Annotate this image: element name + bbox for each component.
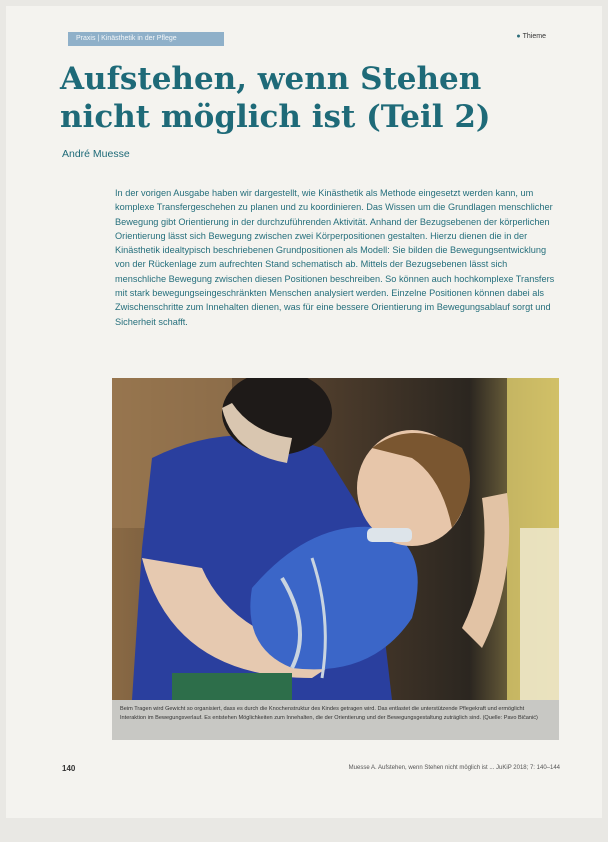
rubric-bar: Praxis | Kinästhetik in der Pflege bbox=[68, 32, 224, 46]
page-number: 140 bbox=[62, 764, 76, 773]
citation-reference: Muesse A. Aufstehen, wenn Stehen nicht möglich ist ... JuKiP 2018; 7: 140–144 bbox=[348, 765, 560, 771]
photo-illustration bbox=[112, 378, 559, 700]
article-author: André Muesse bbox=[62, 148, 130, 160]
article-lead: In der vorigen Ausgabe haben wir dargestellt, wie Kinästhetik als Methode eingesetzt werden kann, um komplexe Transfergeschehen zu planen und zu koordinieren. Das Wissen um die Grundlagen menschlicher Bewegung gibt Orientierung in der durchzuführenden Aktivität. Anhand der Bezugsebenen der körperlichen Orientierung lässt sich Bewegung zwischen zwei Körperpositionen gestalten. Hierzu dienen die in der Kinästhetik idealtypisch beschriebenen Grundpositionen als Modell: Sie bilden die Bewegungsentwicklung von der Rückenlage zum aufrechten Stand schematisch ab. Mittels der Bezugsebenen lässt sich menschliche Bewegung zwischen diesen Positionen beschreiben. So können auch hochkomplexe Transfers mit stark bewegungseingeschränkten Menschen analysiert werden. Einzelne Positionen können dabei als Zwischenschritte zum Innehalten dienen, was für eine bessere Orientierung im Bewegungsablauf sorgt und Sicherheit schafft. bbox=[115, 188, 555, 327]
section-tag bbox=[516, 33, 546, 40]
photo-caption: Beim Tragen wird Gewicht so organisiert, dass es durch die Knochenstruktur des Kindes getragen wird. Das entlastet die unterstützende Pflegekraft und ermöglicht Interaktion im Bewegungsverlauf. Es entstehen Möglichkeiten zum Innehalten, die der Orientierung und der Bewegungsgestaltung zuträglich sind. (Quelle: Pavo Bičanić) bbox=[112, 700, 559, 740]
section-label: Thieme bbox=[522, 33, 546, 40]
pin-icon: ● bbox=[516, 33, 521, 40]
article-photo bbox=[112, 378, 559, 700]
article-title: Aufstehen, wenn Stehen nicht möglich ist (Teil 2) bbox=[60, 61, 491, 135]
